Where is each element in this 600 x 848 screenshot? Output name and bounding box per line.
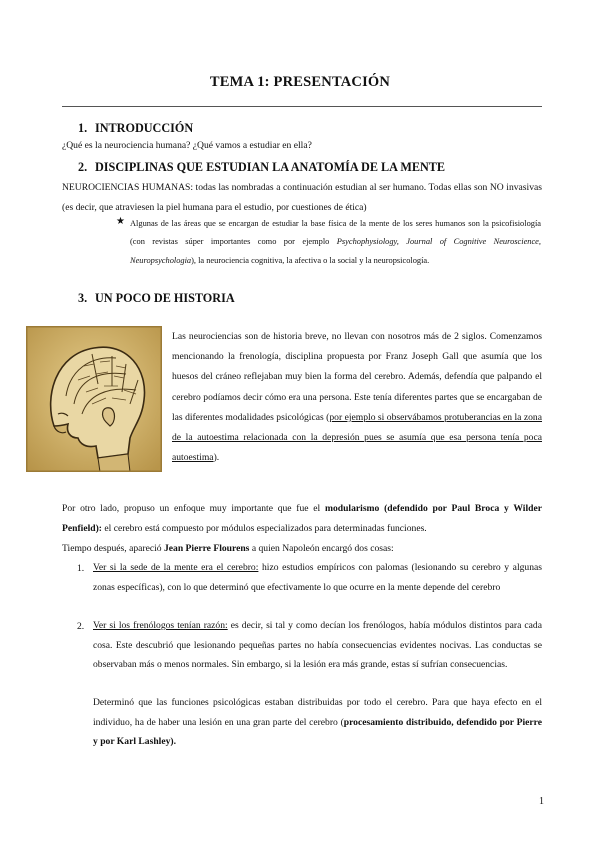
list-item-2-p2-bold: procesamiento distribuido, defendido por Pierre y por Karl Lashley). [93, 716, 542, 748]
section-1-number: 1. [78, 121, 88, 135]
list-item-1 [93, 558, 542, 597]
history-p1-text: Las neurociencias son de historia breve, no llevan con nosotros más de 2 siglos. Comenzamos mencionando la frenología, disciplina propuesta por Franz Joseph Gall que asumía que los huesos del cráneo reflejaban muy bien la forma del cerebro. Además, defendía que palpando el cerebro podíamos decir cómo era una persona. Este tenía diferentes partes que se encargaban de las diferentes modalidades psicológicas ( [172, 331, 542, 423]
history-paragraph-2 [62, 499, 542, 538]
list-item-2-heading: Ver si los frenólogos tenían razón: [93, 620, 228, 631]
bullet-text-start: Algunas de las áreas que se encargan de estudiar la base física de la mente de los seres humanos son la psicofisiología (con revistas súper importantes como por ejemplo [130, 219, 541, 247]
list-item-2 [93, 616, 542, 675]
section-2-paragraph: NEUROCIENCIAS HUMANAS: todas las nombradas a continuación estudian al ser humano. Todas ellas son NO invasivas (es decir, que atraviesen la piel humana para el estudio, por cuestiones de ética) [62, 182, 542, 213]
history-p1-underlined: por ejemplo si observábamos protuberancias en la zona de la autoestima relacionada con la depresión pues se asumía que esa persona tenía poca autoestima [172, 411, 542, 464]
history-p3-text: Tiempo después, apareció [62, 543, 164, 554]
title-divider [62, 106, 542, 107]
section-2-number: 2. [78, 160, 88, 174]
history-paragraph-3 [62, 539, 394, 559]
section-1-question: ¿Qué es la neurociencia humana? ¿Qué vamos a estudiar en ella? [62, 140, 312, 151]
section-1-title: INTRODUCCIÓN [95, 121, 194, 135]
phrenology-head-image [26, 326, 162, 472]
section-3-heading [78, 291, 235, 306]
history-paragraph-1 [172, 327, 542, 468]
list-item-2-number: 2. [77, 621, 85, 632]
bullet-text-end: ), la neurociencia cognitiva, la afectiva o la social y la neuropsicología. [191, 255, 430, 265]
history-p3-bold: Jean Pierre Flourens [163, 543, 250, 554]
page-title: TEMA 1: PRESENTACIÓN [209, 74, 391, 90]
list-item-1-number: 1. [77, 563, 85, 574]
list-item-2-p2-text: Determinó que las funciones psicológicas estaban distribuidas por todo el cerebro. Para que haya efecto en el individuo, ha de haber una lesión en una gran parte del cerebro ( [93, 697, 542, 728]
list-item-1-heading: Ver si la sede de la mente era el cerebro: [93, 562, 259, 573]
star-bullet-icon: ★ [116, 216, 125, 227]
list-item-2-paragraph-2 [93, 693, 542, 752]
section-3-title: UN POCO DE HISTORIA [95, 291, 235, 305]
section-2-heading [78, 160, 445, 175]
section-2-bullet [130, 215, 541, 270]
list-item-2-text: es decir, si tal y como decían los frenólogos, había módulos distintos para cada cosa. Este descubrió que lesionando pequeñas partes no había consecuencias evidentes nocivas. Las conductas se observaban más o menos normales. Sin embargo, si la lesión era más grande, estas sí sufrían consecuencias. [93, 620, 542, 671]
section-1-heading [78, 121, 193, 136]
history-p1-end: ). [213, 452, 220, 464]
section-2-title: DISCIPLINAS QUE ESTUDIAN LA ANATOMÍA DE LA MENTE [95, 160, 446, 174]
section-3-number: 3. [78, 291, 88, 305]
page-number: 1 [539, 796, 544, 807]
history-p2-bold: modularismo (defendido por Paul Broca y Wilder Penfield): [62, 503, 542, 534]
bullet-journals: Psychophysiology, Journal of Cognitive Neuroscience, Neuropsychologia [130, 237, 541, 265]
history-p3-end: a quien Napoleón encargó dos cosas: [249, 543, 394, 554]
phrenology-illustration [26, 326, 162, 472]
list-item-1-text: hizo estudios empíricos con palomas (lesionando su cerebro y algunas zonas específicas), con lo que determinó que efectivamente lo que ocurre en la mente depende del cerebro [93, 562, 542, 593]
history-p2-text: Por otro lado, propuso un enfoque muy importante que fue el [62, 503, 325, 514]
history-p2-end: el cerebro está compuesto por módulos especializados para determinadas funciones. [101, 522, 427, 534]
